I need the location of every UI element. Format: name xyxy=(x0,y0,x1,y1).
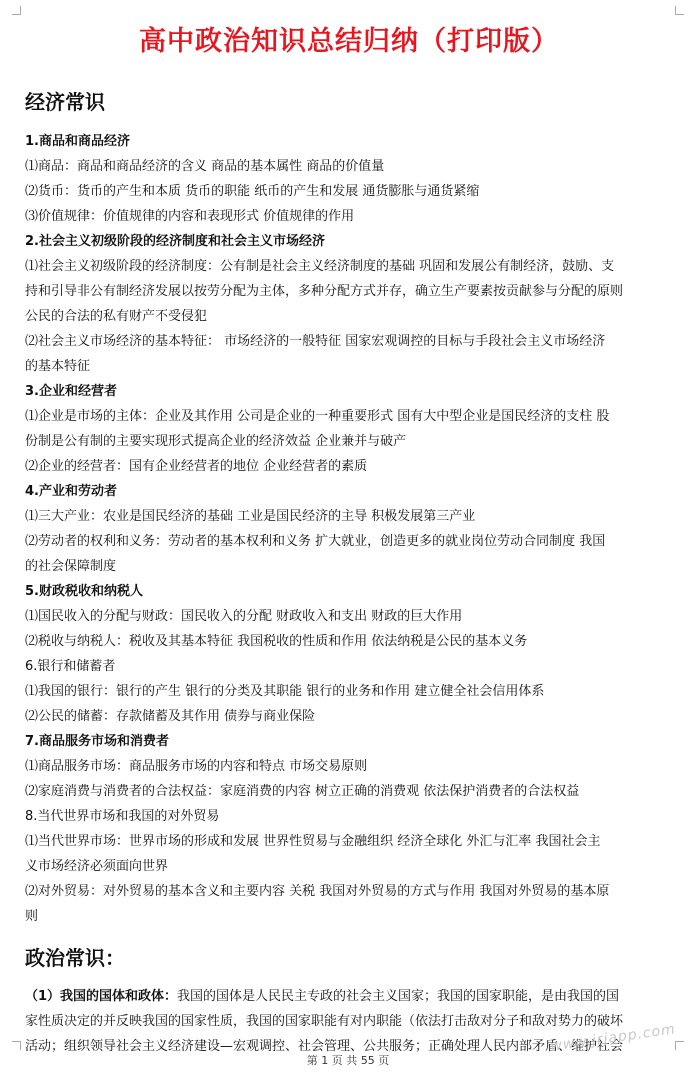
document-page xyxy=(25,0,673,1059)
text-line: ⑴商品服务市场：商品服务市场的内容和特点 市场交易原则 xyxy=(25,759,368,774)
page-corner-mark xyxy=(675,6,684,15)
economics-content xyxy=(25,129,673,929)
topic-heading: 3.企业和经营者 xyxy=(25,384,117,399)
text-line: 8.当代世界市场和我国的对外贸易 xyxy=(25,809,220,824)
page-corner-mark xyxy=(12,1041,21,1050)
topic-heading: 7.商品服务市场和消费者 xyxy=(25,734,169,749)
text-line: 6.银行和储蓄者 xyxy=(25,659,116,674)
text-line: ⑵劳动者的权利和义务：劳动者的基本权利和义务 扩大就业，创造更多的就业岗位劳动合同制度 我国 xyxy=(25,534,606,549)
text-line: ⑵公民的储蓄：存款储蓄及其作用 债券与商业保险 xyxy=(25,709,316,724)
document-title: 高中政治知识总结归纳（打印版） xyxy=(139,26,559,57)
text-line: 义市场经济必须面向世界 xyxy=(25,859,169,874)
topic-heading: 1.商品和商品经济 xyxy=(25,134,130,149)
topic-lead: （1）我国的国体和政体： xyxy=(25,989,178,1004)
topic-heading: 5.财政税收和纳税人 xyxy=(25,584,143,599)
section-heading-politics: 政治常识： xyxy=(25,946,125,970)
text-line: ⑵企业的经营者：国有企业经营者的地位 企业经营者的素质 xyxy=(25,459,368,474)
text-line: ⑵社会主义市场经济的基本特征： 市场经济的一般特征 国家宏观调控的目标与手段社会主义市场经济 xyxy=(25,334,606,349)
text-line: 份制是公有制的主要实现形式提高企业的经济效益 企业兼并与破产 xyxy=(25,434,407,449)
text-line: ⑴当代世界市场：世界市场的形成和发展 世界性贸易与金融组织 经济全球化 外汇与汇率 我国社会主 xyxy=(25,834,601,849)
text-line: ⑴国民收入的分配与财政：国民收入的分配 财政收入和支出 财政的巨大作用 xyxy=(25,609,463,624)
text-line: ⑵家庭消费与消费者的合法权益：家庭消费的内容 树立正确的消费观 依法保护消费者的合法权益 xyxy=(25,784,580,799)
text-span: 家性质决定的并反映我国的国家性质，我国的国家职能有对内职能（依法打击敌对分子和敌对势力的破坏 xyxy=(25,1014,624,1029)
text-line: ⑵对外贸易：对外贸易的基本含义和主要内容 关税 我国对外贸易的方式与作用 我国对外贸易的基本原 xyxy=(25,884,610,899)
text-line: ⑴三大产业：农业是国民经济的基础 工业是国民经济的主导 积极发展第三产业 xyxy=(25,509,476,524)
text-line: ⑴我国的银行：银行的产生 银行的分类及其职能 银行的业务和作用 建立健全社会信用体系 xyxy=(25,684,545,699)
watermark: www.jrjapp.com xyxy=(549,1021,677,1055)
page-footer: 第 1 页 共 55 页 xyxy=(306,1054,390,1067)
text-line: 则 xyxy=(25,909,39,924)
text-span: 活动；组织领导社会主义经济建设—宏观调控、社会管理、公共服务；正确处理人民内部矛盾、维护社会 xyxy=(25,1039,624,1054)
page-corner-mark xyxy=(12,6,21,15)
text-line xyxy=(25,1009,673,1034)
text-line: ⑴企业是市场的主体：企业及其作用 公司是企业的一种重要形式 国有大中型企业是国民经济的支柱 股 xyxy=(25,409,610,424)
text-line: ⑶价值规律：价值规律的内容和表现形式 价值规律的作用 xyxy=(25,209,355,224)
text-line: 的社会保障制度 xyxy=(25,559,117,574)
topic-heading: 2.社会主义初级阶段的经济制度和社会主义市场经济 xyxy=(25,234,325,249)
text-line: ⑴商品：商品和商品经济的含义 商品的基本属性 商品的价值量 xyxy=(25,159,385,174)
page-corner-mark xyxy=(675,1041,684,1050)
topic-heading: 4.产业和劳动者 xyxy=(25,484,117,499)
section-heading-economics: 经济常识 xyxy=(25,90,105,114)
text-line: 持和引导非公有制经济发展以按劳分配为主体，多种分配方式并存，确立生产要素按贡献参与分配的原则 xyxy=(25,284,624,299)
text-line: 的基本特征 xyxy=(25,359,91,374)
text-line: ⑵货币：货币的产生和本质 货币的职能 纸币的产生和发展 通货膨胀与通货紧缩 xyxy=(25,184,480,199)
text-line xyxy=(25,984,673,1009)
text-span: 我国的国体是人民民主专政的社会主义国家；我国的国家职能，是由我国的国 xyxy=(177,989,620,1004)
text-line: ⑴社会主义初级阶段的经济制度：公有制是社会主义经济制度的基础 巩固和发展公有制经济，鼓励、支 xyxy=(25,259,615,274)
text-line: ⑵税收与纳税人：税收及其基本特征 我国税收的性质和作用 依法纳税是公民的基本义务 xyxy=(25,634,528,649)
text-line: 公民的合法的私有财产不受侵犯 xyxy=(25,309,208,324)
